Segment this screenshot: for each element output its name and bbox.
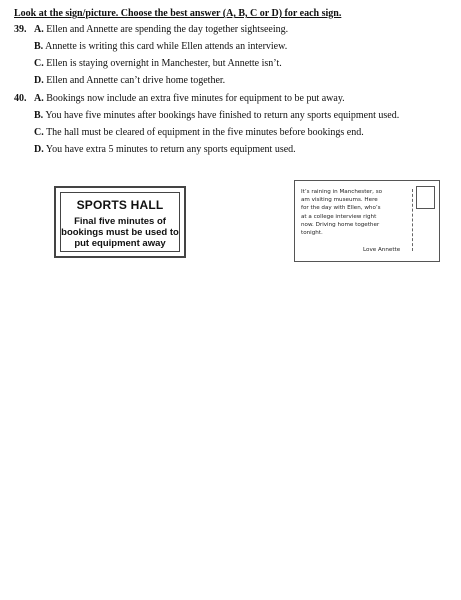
option-39-d <box>34 75 225 86</box>
option-letter: D. <box>34 75 44 86</box>
option-40-b <box>34 110 399 121</box>
option-letter: D. <box>34 144 44 155</box>
option-letter: A. <box>34 24 44 35</box>
option-text: You have five minutes after bookings have finished to return any sports equipment used. <box>45 110 400 121</box>
postcard-line: am visiting museums. Here <box>301 197 378 204</box>
postcard-line: It’s raining in Manchester, so <box>301 189 383 195</box>
option-letter: B. <box>34 41 44 52</box>
sign-line: put equipment away <box>74 238 166 249</box>
sign-line: Final five minutes of <box>74 216 166 227</box>
option-text: Bookings now include an extra five minutes for equipment to be put away. <box>46 93 345 104</box>
question-number-39: 39. <box>14 24 27 35</box>
postcard-line: for the day with Ellen, who’s <box>301 205 381 212</box>
sign-line: bookings must be used to <box>61 227 179 238</box>
sign-title: SPORTS HALL <box>76 198 164 212</box>
option-letter: B. <box>34 110 44 121</box>
option-text: Annette is writing this card while Ellen attends an interview. <box>45 41 288 52</box>
option-39-b <box>34 41 287 52</box>
stamp-box <box>416 186 435 209</box>
postcard-divider <box>412 189 413 251</box>
option-39-c <box>34 58 282 69</box>
postcard-line: tonight. <box>301 230 323 237</box>
postcard-line: at a college interview right <box>301 213 377 220</box>
postcard-signature: Love Annette <box>363 247 401 253</box>
postcard-line: now. Driving home together <box>301 221 380 228</box>
option-text: Ellen and Annette are spending the day together sightseeing. <box>46 24 289 35</box>
option-text: The hall must be cleared of equipment in the five minutes before bookings end. <box>46 127 364 138</box>
sports-hall-sign <box>54 186 186 258</box>
instruction: Look at the sign/picture. Choose the best answer (A, B, C or D) for each sign. <box>14 8 342 19</box>
option-text: Ellen and Annette can’t drive home together. <box>46 75 226 86</box>
option-letter: C. <box>34 58 44 69</box>
sign-inner-border <box>60 192 180 252</box>
question-number-40: 40. <box>14 93 27 104</box>
option-40-a <box>34 93 345 104</box>
postcard-message <box>301 188 382 237</box>
option-text: You have extra 5 minutes to return any sports equipment used. <box>45 144 296 155</box>
postcard <box>294 180 440 262</box>
option-40-c <box>34 127 364 138</box>
option-39-a <box>34 24 288 35</box>
option-letter: C. <box>34 127 44 138</box>
sign-body <box>61 216 179 249</box>
option-text: Ellen is staying overnight in Manchester, but Annette isn’t. <box>46 58 282 69</box>
option-40-d <box>34 144 296 155</box>
option-letter: A. <box>34 93 44 104</box>
